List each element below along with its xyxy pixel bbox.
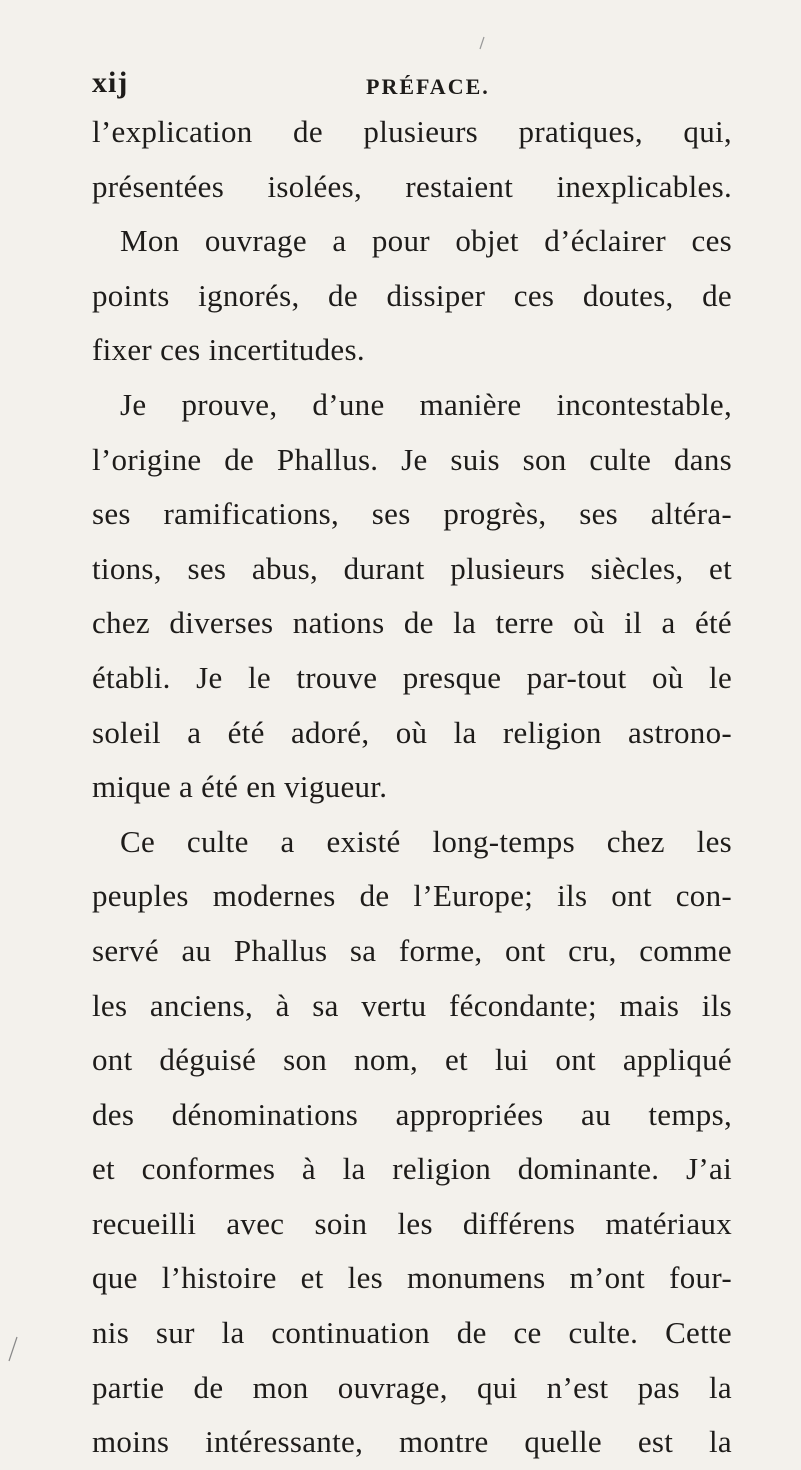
text-line: peuples modernes de l’Europe; ils ont con- [92, 878, 732, 914]
text-line: présentées isolées, restaient inexplicables. [92, 168, 732, 204]
text-line: recueilli avec soin les différens matériaux [92, 1205, 732, 1241]
text-line: nis sur la continuation de ce culte. Cette [92, 1315, 732, 1351]
text-line: et conformes à la religion dominante. J’ai [92, 1151, 732, 1187]
text-line: Ce culte a existé long-temps chez les [120, 823, 732, 859]
page-number: xij [92, 66, 129, 99]
text-line: que l’histoire et les monumens m’ont four- [92, 1260, 732, 1296]
text-line: des dénominations appropriées au temps, [92, 1096, 732, 1132]
text-line: établi. Je le trouve presque par-tout où le [92, 659, 732, 695]
paper-speck-bottom [8, 1336, 18, 1362]
running-title: PRÉFACE. [366, 74, 490, 99]
text-line: ses ramifications, ses progrès, ses altéra- [92, 496, 732, 532]
text-line: l’explication de plusieurs pratiques, qui, [92, 114, 732, 149]
text-line: tions, ses abus, durant plusieurs siècles, et [92, 550, 732, 586]
text-line: soleil a été adoré, où la religion astrono- [92, 714, 732, 750]
body-text [92, 105, 732, 1470]
running-head [92, 66, 712, 106]
paper-speck-top [478, 36, 486, 50]
text-line: l’origine de Phallus. Je suis son culte dans [92, 441, 732, 477]
text-line: partie de mon ouvrage, qui n’est pas la [92, 1369, 732, 1405]
text-line: les anciens, à sa vertu fécondante; mais ils [92, 987, 732, 1023]
text-line: mique a été en vigueur. [92, 769, 388, 805]
text-line: fixer ces incertitudes. [92, 332, 365, 368]
text-line: points ignorés, de dissiper ces doutes, de [92, 277, 732, 313]
text-line: ont déguisé son nom, et lui ont appliqué [92, 1042, 732, 1078]
text-line: chez diverses nations de la terre où il a été [92, 605, 732, 641]
text-line: moins intéressante, montre quelle est la [92, 1424, 732, 1460]
text-line: servé au Phallus sa forme, ont cru, comme [92, 932, 732, 968]
text-line: Je prouve, d’une manière incontestable, [120, 386, 732, 422]
text-line: Mon ouvrage a pour objet d’éclairer ces [120, 223, 732, 259]
